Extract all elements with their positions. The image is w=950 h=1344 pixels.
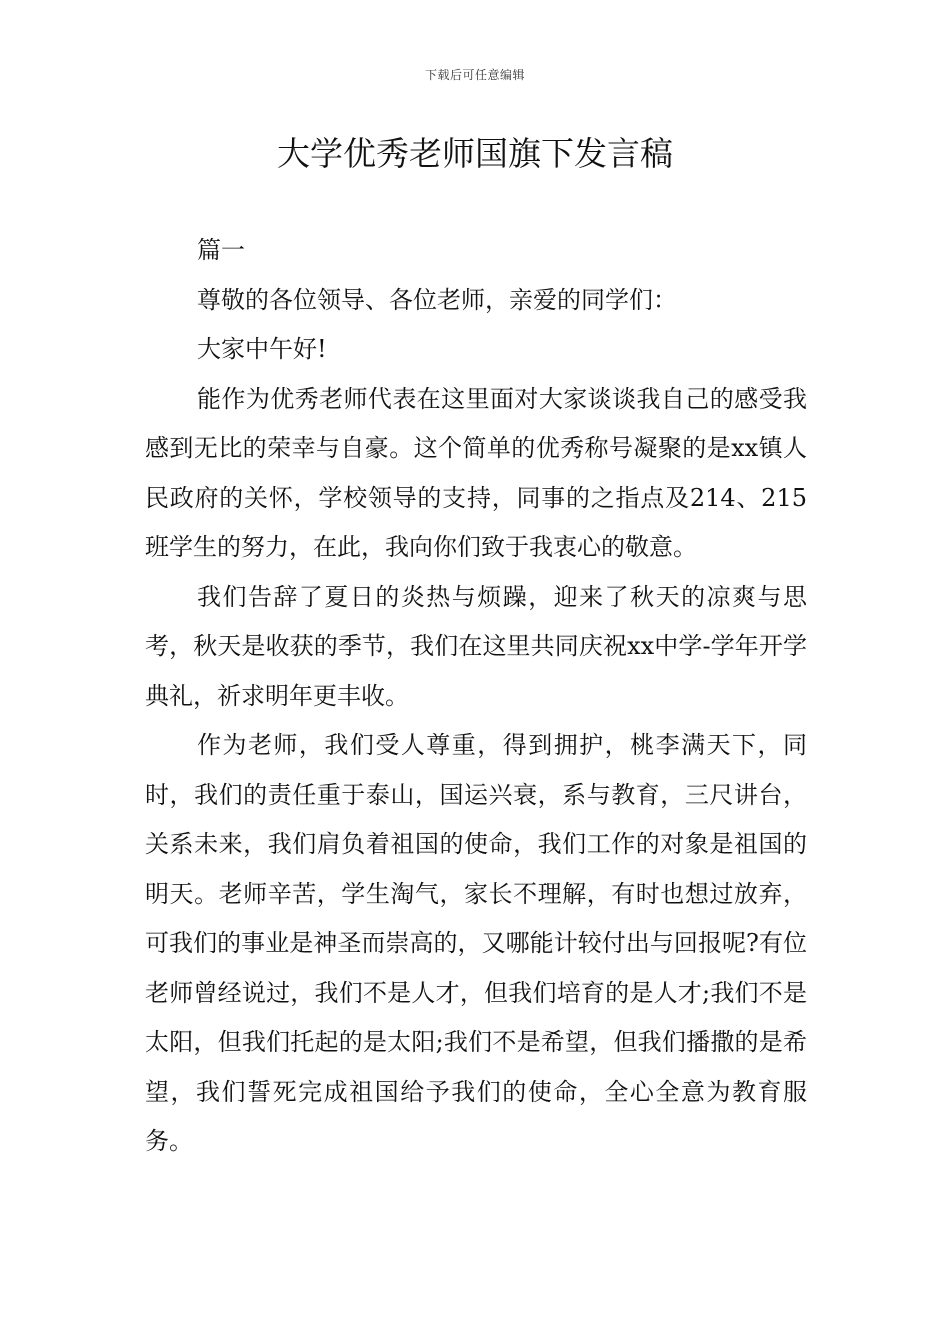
salutation: 尊敬的各位领导、各位老师，亲爱的同学们： xyxy=(197,285,677,314)
document-body xyxy=(145,226,807,1167)
section-heading: 篇一 xyxy=(197,236,245,264)
document-title: 大学优秀老师国旗下发言稿 xyxy=(277,134,673,173)
header-note: 下载后可任意编辑 xyxy=(424,68,525,82)
greeting: 大家中午好! xyxy=(197,335,327,363)
body-paragraph: 能作为优秀老师代表在这里面对大家谈谈我自己的感受我感到无比的荣幸与自豪。这个简单的优秀称号凝聚的是xx镇人民政府的关怀，学校领导的支持，同事的之指点及214、215班学生的努力，在此，我向你们致于我衷心的敬意。 xyxy=(145,384,807,561)
body-paragraph: 我们告辞了夏日的炎热与烦躁，迎来了秋天的凉爽与思考，秋天是收获的季节，我们在这里共同庆祝xx中学-学年开学典礼，祈求明年更丰收。 xyxy=(145,582,807,710)
body-paragraph: 作为老师，我们受人尊重，得到拥护，桃李满天下，同时，我们的责任重于泰山，国运兴衰，系与教育，三尺讲台，关系未来，我们肩负着祖国的使命，我们工作的对象是祖国的明天。老师辛苦，学生淘气，家长不理解，有时也想过放弃，可我们的事业是神圣而崇高的，又哪能计较付出与回报呢?有位老师曾经说过，我们不是人才，但我们培育的是人才;我们不是太阳，但我们托起的是太阳;我们不是希望，但我们播撒的是希望，我们誓死完成祖国给予我们的使命，全心全意为教育服务。 xyxy=(145,731,807,1155)
